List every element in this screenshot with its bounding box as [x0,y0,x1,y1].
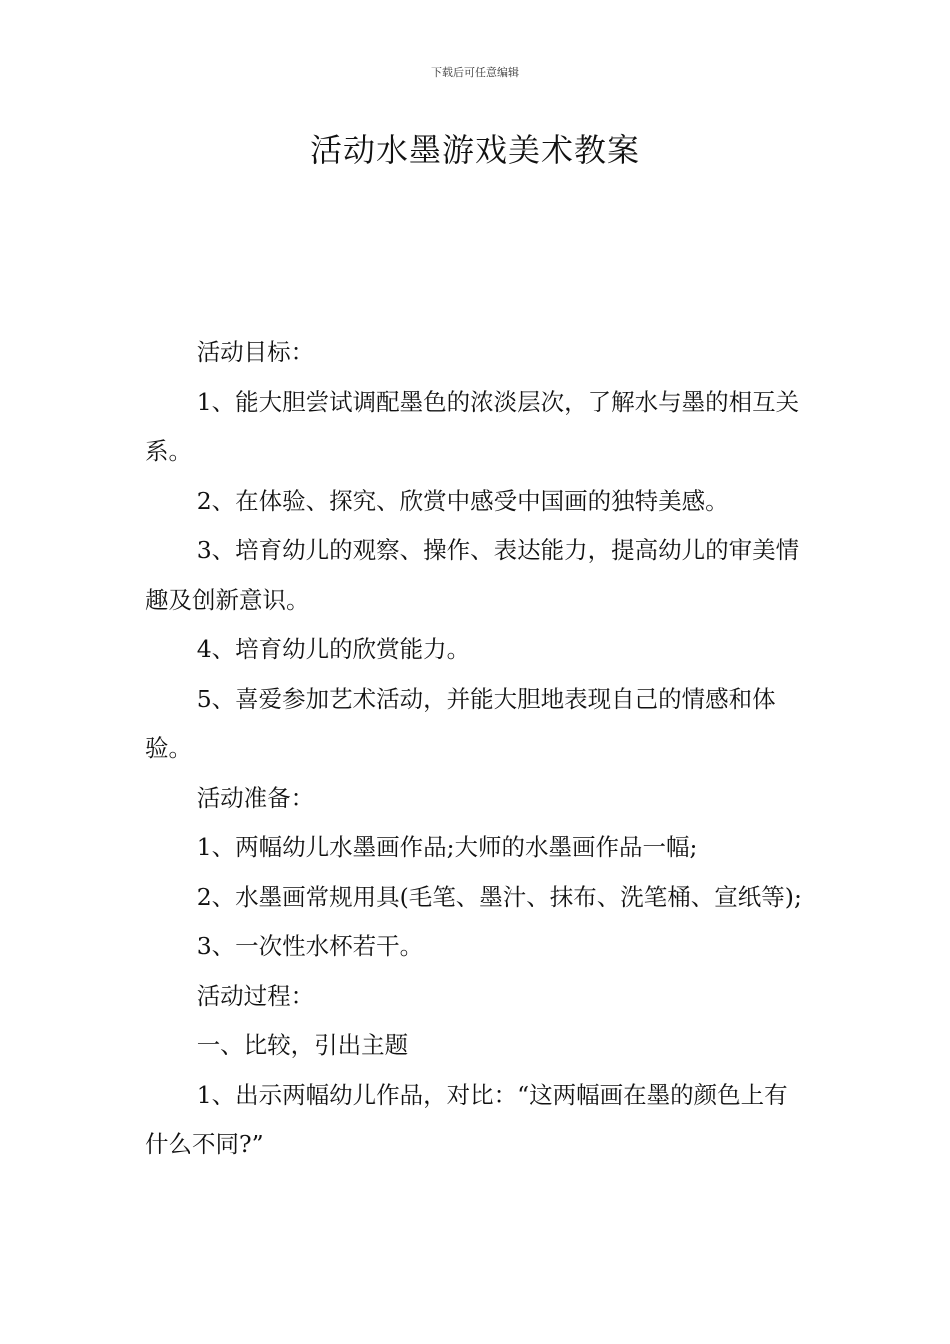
process-subheading-1: 一、比较，引出主题 [196,1031,409,1059]
goal-item-3: 3、培育幼儿的观察、操作、表达能力，提高幼儿的审美情趣及创新意识。 [145,536,800,614]
preparation-item-3: 3、一次性水杯若干。 [196,932,424,960]
page-header: 下载后可任意编辑 [431,66,519,79]
section-heading-goals: 活动目标： [196,338,315,366]
goal-item-5: 5、喜爱参加艺术活动，并能大胆地表现自己的情感和体验。 [145,684,776,762]
process-item-1: 1、出示两幅幼儿作品，对比：“这两幅画在墨的颜色上有什么不同?” [145,1080,788,1158]
preparation-item-2: 2、水墨画常规用具(毛笔、墨汁、抹布、洗笔桶、宣纸等); [196,882,802,911]
document-title: 活动水墨游戏美术教案 [309,131,640,169]
preparation-item-1: 1、两幅幼儿水墨画作品;大师的水墨画作品一幅; [196,833,698,861]
goal-item-1: 1、能大胆尝试调配墨色的浓淡层次，了解水与墨的相互关系。 [145,387,800,465]
section-heading-process: 活动过程： [196,981,315,1010]
goal-item-4: 4、培育幼儿的欣赏能力。 [196,635,471,663]
document-body [145,328,810,1170]
goal-item-2: 2、在体验、探究、欣赏中感受中国画的独特美感。 [196,486,729,515]
section-heading-preparation: 活动准备： [196,783,315,812]
